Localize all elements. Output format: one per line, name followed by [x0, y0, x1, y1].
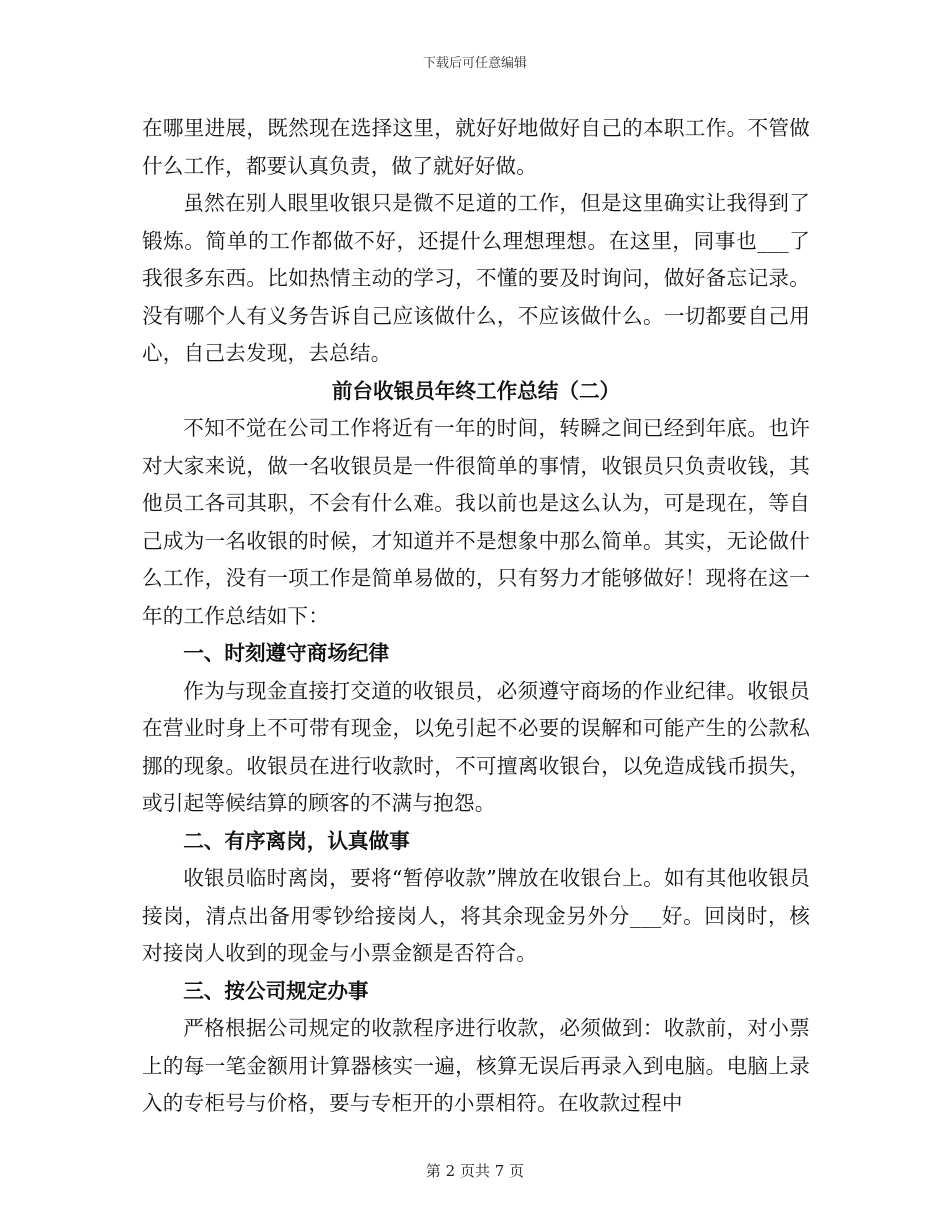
- paragraph-1: 在哪里进展，既然现在选择这里，就好好地做好自己的本职工作。不管做什么工作，都要认真负责，做了就好好做。: [142, 116, 810, 178]
- paragraph-4: 作为与现金直接打交道的收银员，必须遵守商场的作业纪律。收银员在营业时身上不可带有现金，以免引起不必要的误解和可能产生的公款私挪的现象。收银员在进行收款时，不可擅离收银台，以免造成钱币损失，或引起等候结算的顾客的不满与抱怨。: [142, 678, 810, 815]
- page-header: 下载后可任意编辑: [422, 56, 527, 71]
- heading-3: 三、按公司规定办事: [183, 978, 369, 1003]
- paragraph-3: 不知不觉在公司工作将近有一年的时间，转瞬之间已经到年底。也许对大家来说，做一名收银员是一件很简单的事情，收银员只负责收钱，其他员工各司其职，不会有什么难。我以前也是这么认为，可是现在，等自己成为一名收银的时候，才知道并不是想象中那么简单。其实，无论做什么工作，没有一项工作是简单易做的，只有努力才能够做好！现将在这一年的工作总结如下：: [142, 416, 810, 628]
- section-title: 前台收银员年终工作总结（二）: [331, 378, 621, 403]
- heading-2: 二、有序离岗，认真做事: [183, 828, 410, 853]
- paragraph-5: 收银员临时离岗，要将“暂停收款”牌放在收银台上。如有其他收银员接岗，清点出备用零钞给接岗人，将其余现金另外分___好。回岗时，核对接岗人收到的现金与小票金额是否符合。: [142, 866, 810, 965]
- paragraph-6: 严格根据公司规定的收款程序进行收款，必须做到：收款前，对小票上的每一笔金额用计算器核实一遍，核算无误后再录入到电脑。电脑上录入的专柜号与价格，要与专柜开的小票相符。在收款过程中: [142, 1016, 810, 1115]
- document-body: [142, 110, 810, 1123]
- paragraph-2: 虽然在别人眼里收银只是微不足道的工作，但是这里确实让我得到了锻炼。简单的工作都做不好，还提什么理想理想。在这里，同事也___了我很多东西。比如热情主动的学习，不懂的要及时询问，做好备忘记录。没有哪个人有义务告诉自己应该做什么，不应该做什么。一切都要自己用心，自己去发现，去总结。: [142, 191, 810, 365]
- page-footer: 第 2 页共 7 页: [425, 1162, 525, 1180]
- heading-1: 一、时刻遵守商场纪律: [183, 641, 390, 665]
